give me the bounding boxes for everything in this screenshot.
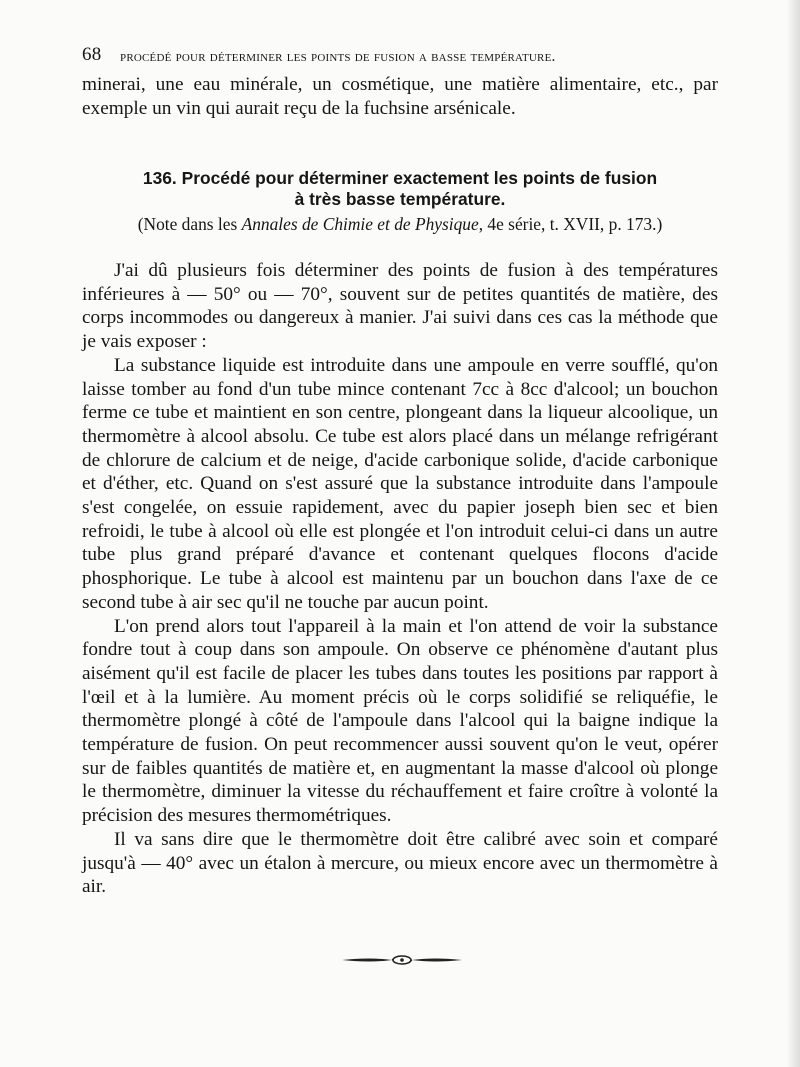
carryover-paragraph: minerai, une eau minérale, un cosmétique, une matière alimentaire, etc., par exemple un vin qui aurait reçu de la fuchsine arsénicale. <box>82 74 718 119</box>
page-edge-shadow <box>786 0 800 1067</box>
note-prefix: (Note dans les <box>137 214 242 234</box>
section-heading-line1 <box>82 168 718 189</box>
section-title-line1: Procédé pour déterminer exactement les points de fusion <box>181 168 658 188</box>
source-note <box>82 213 718 235</box>
page-number: 68 <box>82 44 102 65</box>
paragraph-4: Il va sans dire que le thermomètre doit être calibré avec soin et comparé jusqu'à — 40° avec un étalon à mercure, ou mieux encore avec un thermomètre à air. <box>82 828 718 898</box>
note-journal: Annales de Chimie et de Physique <box>241 214 479 234</box>
carryover-block <box>82 73 718 120</box>
section-heading <box>82 168 718 210</box>
section-number: 136. <box>142 168 177 188</box>
paragraph-3: L'on prend alors tout l'appareil à la main et l'on attend de voir la substance fondre tout à coup dans son ampoule. On observe ce phénomène d'autant plus aisément qu'il est facile de placer les tubes dans toutes les positions par rapport à l'œil et à la lumière. Au moment précis où le corps solidifié se reliquéfie, le thermomètre plongé à côté de l'ampoule dans l'alcool qui la baigne indique la température de fusion. On peut recommencer aussi souvent qu'on le veut, opérer sur de faibles quantités de matière et, en augmentant la masse d'alcool où plonge le thermomètre, diminuer la vitesse du réchauffement et faire croître à volonté la précision des mesures thermométriques. <box>82 615 718 827</box>
running-title: procédé pour déterminer les points de fusion a basse température. <box>120 48 556 65</box>
main-text <box>82 259 718 899</box>
tailpiece-ornament-icon <box>340 950 464 970</box>
note-suffix: , 4e série, t. XVII, p. 173.) <box>478 214 663 234</box>
running-head <box>82 44 722 68</box>
paragraph-2: La substance liquide est introduite dans une ampoule en verre soufflé, qu'on laisse tomber au fond d'un tube mince contenant 7cc à 8cc d'alcool; un bouchon ferme ce tube et maintient en son centre, plongeant dans la liqueur alcoolique, un thermomètre à alcool absolu. Ce tube est alors placé dans un mélange refrigérant de chlorure de calcium et de neige, d'acide carbonique solide, d'acide carbonique et d'éther, etc. Quand on s'est assuré que la substance introduite dans l'ampoule s'est congelée, on essuie rapidement, avec du papier joseph bien sec et bien refroidi, le tube à alcool où elle est plongée et l'on introduit celui-ci dans un autre tube plus grand préparé d'avance et contenant quelques flocons d'acide phosphorique. Le tube à alcool est maintenu par un bouchon dans l'axe de ce second tube à air sec qu'il ne touche par aucun point. <box>82 354 718 613</box>
section-title-line2: à très basse température. <box>294 189 506 209</box>
paragraph-1: J'ai dû plusieurs fois déterminer des points de fusion à des températures inférieures à — 50° ou — 70°, souvent sur de petites quantités de matière, des corps incommodes ou dangereux à manier. J'ai suivi dans ces cas la méthode que je vais exposer : <box>82 260 718 353</box>
